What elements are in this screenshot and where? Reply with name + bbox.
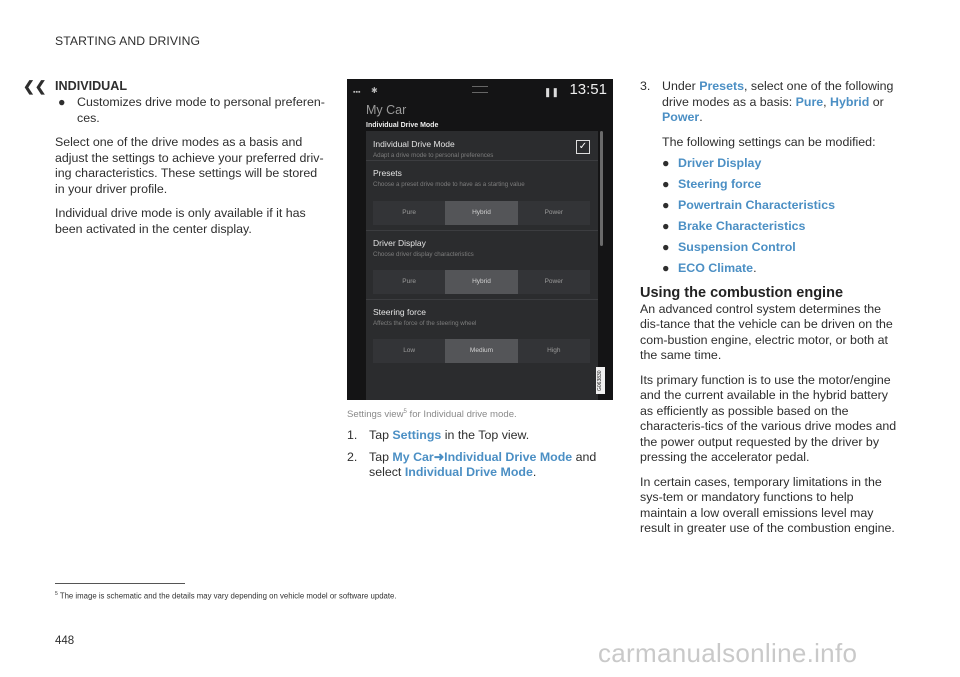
right-column	[640, 79, 902, 537]
footnote-ref: 5	[55, 591, 58, 597]
section-desc: Adapt a drive mode to personal preferences	[373, 152, 494, 159]
list-suffix: .	[753, 261, 757, 275]
pure-link[interactable]: Pure	[795, 94, 824, 109]
option-pure[interactable]: Pure	[373, 270, 445, 294]
step-text: Tap	[369, 449, 393, 464]
paragraph: Individual drive mode is only available if it has been activated in the center display.	[55, 206, 306, 236]
step-text: .	[699, 110, 703, 124]
section-header: STARTING AND DRIVING	[55, 34, 201, 48]
option-high[interactable]: High	[518, 339, 590, 363]
section-title: Individual Drive Mode	[373, 139, 455, 149]
power-link[interactable]: Power	[662, 110, 700, 124]
divider	[366, 160, 598, 161]
eco-climate-link[interactable]: ECO Climate	[678, 261, 754, 275]
combustion-heading: Using the combustion engine	[640, 284, 844, 301]
individual-drive-mode-link[interactable]: Individual Drive Mode	[444, 449, 573, 464]
option-power[interactable]: Power	[518, 201, 590, 225]
bullet-icon: ●	[662, 240, 670, 254]
my-car-link[interactable]: My Car	[392, 449, 434, 464]
step-text: ,	[823, 94, 831, 109]
status-bar	[347, 79, 613, 101]
step-text: and select	[369, 449, 597, 479]
section-desc: Choose a preset drive mode to have as a starting value	[373, 181, 525, 188]
bullet-text: Customizes drive mode to personal preferen-ces.	[77, 95, 325, 125]
step-text: in the Top view.	[441, 428, 530, 442]
bluetooth-icon: ✱	[371, 86, 378, 95]
list-item	[640, 198, 902, 214]
paragraph: An advanced control system determines the dis-tance that the vehicle can be driven on the com-bustion engine, electric motor, or both at the same time.	[640, 301, 893, 362]
settings-link[interactable]: Settings	[392, 428, 442, 442]
divider	[366, 230, 598, 231]
center-display-screenshot	[347, 79, 613, 400]
list-item	[640, 156, 902, 172]
driver-display-selector	[373, 270, 590, 294]
hybrid-link[interactable]: Hybrid	[830, 94, 870, 109]
individual-heading: INDIVIDUAL	[55, 79, 128, 93]
list-item	[55, 95, 327, 126]
footnote-ref: 5	[403, 409, 407, 415]
section-desc: Choose driver display characteristics	[373, 251, 474, 258]
option-hybrid[interactable]: Hybrid	[445, 270, 517, 294]
paragraph: In certain cases, temporary limitations in the sys-tem or mandatory functions to help maintain a low overall emissions level may result in greater use of the combustion engine.	[640, 474, 895, 535]
steps-list	[347, 428, 615, 487]
paragraph: Its primary function is to use the motor/engine and the current available in the hybrid battery as efficiently as possible based on the characteris-tics of the various drive modes and the power output requested by the driver by pressing the accelerator pedal.	[640, 372, 897, 464]
option-power[interactable]: Power	[518, 270, 590, 294]
arrow-right-icon: ➜	[433, 449, 445, 464]
caption-text: for Individual drive mode.	[406, 409, 517, 421]
bullet-icon: ●	[58, 95, 66, 109]
section-title: Steering force	[373, 307, 426, 317]
individual-mode-checkbox[interactable]: ✓	[576, 140, 590, 154]
list-item	[640, 240, 902, 256]
option-low[interactable]: Low	[373, 339, 445, 363]
option-pure[interactable]: Pure	[373, 201, 445, 225]
drag-handle[interactable]	[472, 86, 488, 93]
step-text: Under	[662, 79, 700, 93]
settings-panel	[366, 131, 598, 400]
bullet-icon: ●	[662, 198, 670, 212]
section-desc: Affects the force of the steering wheel	[373, 320, 477, 327]
steering-force-selector	[373, 339, 590, 363]
step-number: 3.	[640, 79, 651, 93]
scrollbar[interactable]	[600, 131, 603, 246]
brake-characteristics-link[interactable]: Brake Characteristics	[678, 219, 806, 233]
bullet-icon: ●	[662, 261, 670, 275]
divider	[366, 299, 598, 300]
image-code: G063830	[596, 367, 605, 394]
footnote	[55, 587, 397, 604]
footnote-text: The image is schematic and the details may vary depending on vehicle model or software update.	[59, 591, 397, 601]
section-title: Presets	[373, 168, 402, 178]
individual-drive-mode-link[interactable]: Individual Drive Mode	[404, 465, 533, 479]
list-item	[640, 261, 902, 277]
screen-subtitle: Individual Drive Mode	[366, 122, 439, 129]
steering-force-link[interactable]: Steering force	[678, 177, 762, 191]
step-text: , select one of the following drive modes as a basis:	[662, 79, 894, 109]
bullet-icon: ●	[662, 177, 670, 191]
suspension-control-link[interactable]: Suspension Control	[678, 240, 796, 254]
step-text: or	[869, 94, 884, 109]
screen-title: My Car	[366, 103, 407, 117]
caption-text: Settings view	[347, 409, 404, 421]
footnote-divider	[55, 583, 185, 584]
presets-link[interactable]: Presets	[699, 79, 744, 93]
step-text: .	[532, 465, 537, 479]
driver-display-link[interactable]: Driver Display	[678, 156, 762, 170]
settings-list	[640, 156, 902, 277]
step-item	[347, 428, 615, 444]
step-text: Tap	[369, 428, 393, 442]
back-chevron-icon[interactable]: ❮❮	[23, 78, 47, 94]
step-number: 2.	[347, 449, 358, 464]
list-item	[640, 219, 902, 235]
clock: 13:51	[569, 81, 607, 98]
paragraph: The following settings can be modified:	[662, 134, 876, 149]
powertrain-characteristics-link[interactable]: Powertrain Characteristics	[678, 198, 836, 212]
figure-caption	[347, 405, 517, 423]
step-item	[347, 450, 615, 481]
bullet-icon: ●	[662, 156, 670, 170]
presets-selector	[373, 201, 590, 225]
paragraph: Select one of the drive modes as a basis and adjust the settings to achieve your preferred driv-ing characteristics. These settings will be stored in your driver profile.	[55, 135, 324, 196]
step-number: 1.	[347, 428, 358, 442]
signal-icon: ▪▪▪	[353, 89, 361, 96]
section-title: Driver Display	[373, 238, 426, 248]
step-item	[640, 79, 902, 126]
watermark: carmanualsonline.info	[598, 638, 858, 668]
page-number: 448	[55, 635, 75, 647]
option-hybrid[interactable]: Hybrid	[445, 201, 517, 225]
left-column	[55, 95, 327, 237]
option-medium[interactable]: Medium	[445, 339, 517, 363]
pause-icon: ❚❚	[543, 87, 559, 97]
bullet-icon: ●	[662, 219, 670, 233]
list-item	[640, 177, 902, 193]
